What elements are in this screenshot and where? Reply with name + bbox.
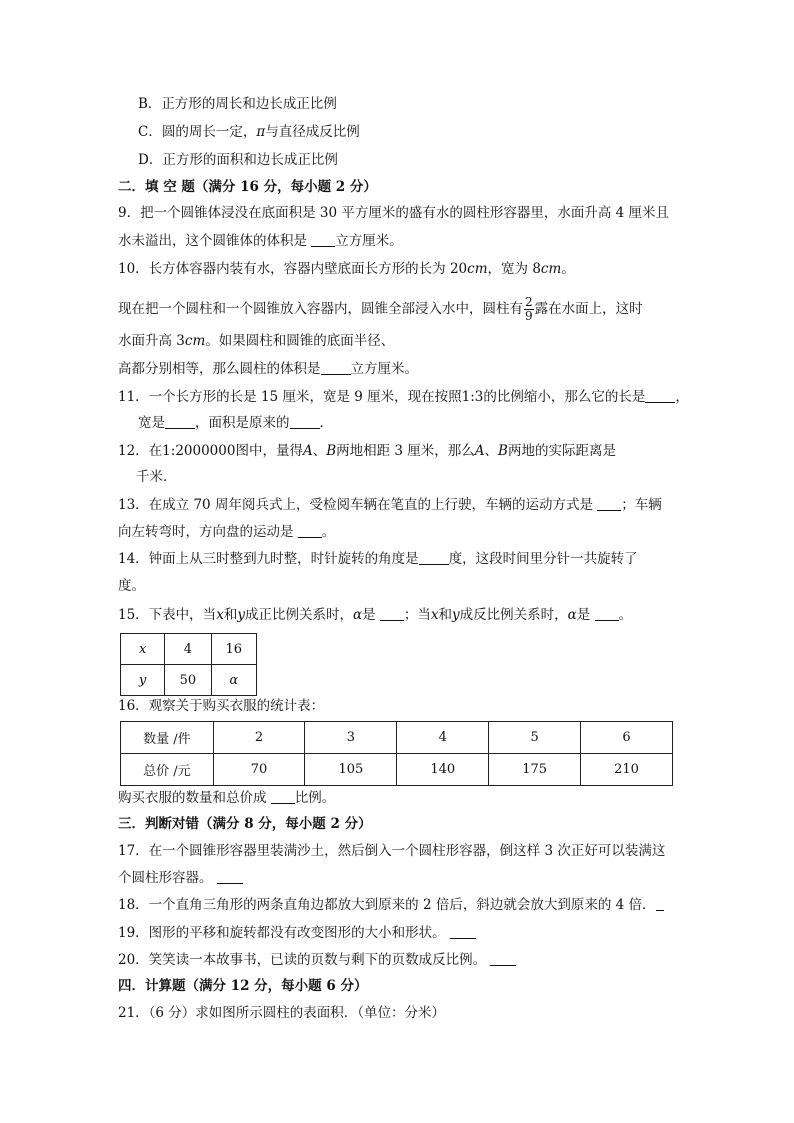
table-row: 数量 /件 2 3 4 5 6 xyxy=(121,722,673,754)
pi-symbol: π xyxy=(256,124,266,140)
table-row: x 4 16 xyxy=(121,634,257,665)
q10-line2: 现在把一个圆柱和一个圆锥放入容器内，圆锥全部浸入水中，圆柱有 $\frac{2}{9}$ 露在水面上，这时 xyxy=(118,295,643,323)
answer-blank xyxy=(645,388,675,403)
answer-blank xyxy=(597,496,621,511)
q19-line1: 19．图形的平移和旋转都没有改变图形的大小和形状。 xyxy=(118,924,476,942)
fraction-2-9: $\frac{2}{9}$ xyxy=(525,295,533,323)
q12-line1: 12．在1:2000000图中，量得A、B两地相距 3 厘米，那么A、B两地的实际距离是 xyxy=(118,443,616,459)
q17-line1: 17．在一个圆锥形容器里装满沙土，然后倒入一个圆柱形容器，倒这样 3 次正好可以装满这 xyxy=(118,843,666,859)
answer-blank xyxy=(450,924,476,939)
q10-line3: 水面升高 3cm。如果圆柱和圆锥的底面半径、 xyxy=(118,333,395,349)
table-row: y 50 α xyxy=(121,665,257,696)
answer-blank xyxy=(271,789,295,804)
answer-blank xyxy=(419,550,449,565)
q12-line2: 千米． xyxy=(136,469,177,485)
q15-table xyxy=(120,633,257,696)
q13-line2: 向左转弯时，方向盘的运动是 。 xyxy=(118,524,336,540)
answer-blank xyxy=(165,414,195,429)
answer-blank xyxy=(290,414,320,429)
q11-line1: 11．一个长方形的长是 15 厘米，宽是 9 厘米，现在按照1:3的比例缩小，那么它的长是 ， xyxy=(118,389,689,405)
answer-blank xyxy=(656,896,664,911)
q10-line4: 高都分别相等，那么圆柱的体积是 立方厘米。 xyxy=(118,361,418,377)
q21-line1: 21．（6 分）求如图所示圆柱的表面积．（单位：分米） xyxy=(118,1005,446,1021)
q9-line1: 9．把一个圆锥体浸没在底面积是 30 平方厘米的盛有水的圆柱形容器里，水面升高 4 厘米且 xyxy=(118,205,670,221)
answer-blank xyxy=(321,360,351,375)
q14-line2: 度。 xyxy=(118,578,145,594)
answer-blank xyxy=(298,523,322,538)
q18-line1: 18．一个直角三角形的两条直角边都放大到原来的 2 倍后，斜边就会放大到原来的 4 倍． xyxy=(118,896,664,914)
answer-blank xyxy=(217,869,243,884)
q14-line1: 14．钟面上从三时整到九时整，时针旋转的角度是 度，这段时间里分针一共旋转了 xyxy=(118,551,638,567)
q20-line1: 20．笑笑读一本故事书，已读的页数与剩下的页数成反比例。 xyxy=(118,951,516,969)
option-d: D．正方形的面积和边长成正比例 xyxy=(138,152,338,168)
q15-line1: 15．下表中，当x和y成正比例关系时，α是 ；当x和y成反比例关系时，α是 。 xyxy=(118,607,633,623)
q16-table xyxy=(120,721,673,786)
option-c: C．圆的周长一定，π与直径成反比例 xyxy=(138,124,360,140)
section-3-title: 三．判断对错（满分 8 分，每小题 2 分） xyxy=(118,816,372,832)
table-row: 总价 /元 70 105 140 175 210 xyxy=(121,754,673,786)
q16-after: 购买衣服的数量和总价成 比例。 xyxy=(118,790,336,806)
answer-blank xyxy=(311,232,335,247)
answer-blank xyxy=(380,606,404,621)
q13-line1: 13．在成立 70 周年阅兵式上，受检阅车辆在笔直的上行驶，车辆的运动方式是 ；车辆 xyxy=(118,497,662,513)
option-b: B．正方形的周长和边长成正比例 xyxy=(138,96,337,112)
q10-line1: 10．长方体容器内装有水，容器内壁底面长方形的长为 20cm，宽为 8cm。 xyxy=(118,261,575,277)
section-2-title: 二．填 空 题（满分 16 分，每小题 2 分） xyxy=(118,179,377,195)
answer-blank xyxy=(490,951,516,966)
q16-title: 16．观察关于购买衣服的统计表： xyxy=(118,698,325,714)
q17-line2: 个圆柱形容器。 xyxy=(118,869,243,887)
section-4-title: 四．计算题（满分 12 分，每小题 6 分） xyxy=(118,978,368,994)
q11-line2: 宽是 ，面积是原来的 ． xyxy=(138,415,333,431)
q9-line2: 水未溢出，这个圆锥体的体积是 立方厘米。 xyxy=(118,233,403,249)
answer-blank xyxy=(595,606,619,621)
